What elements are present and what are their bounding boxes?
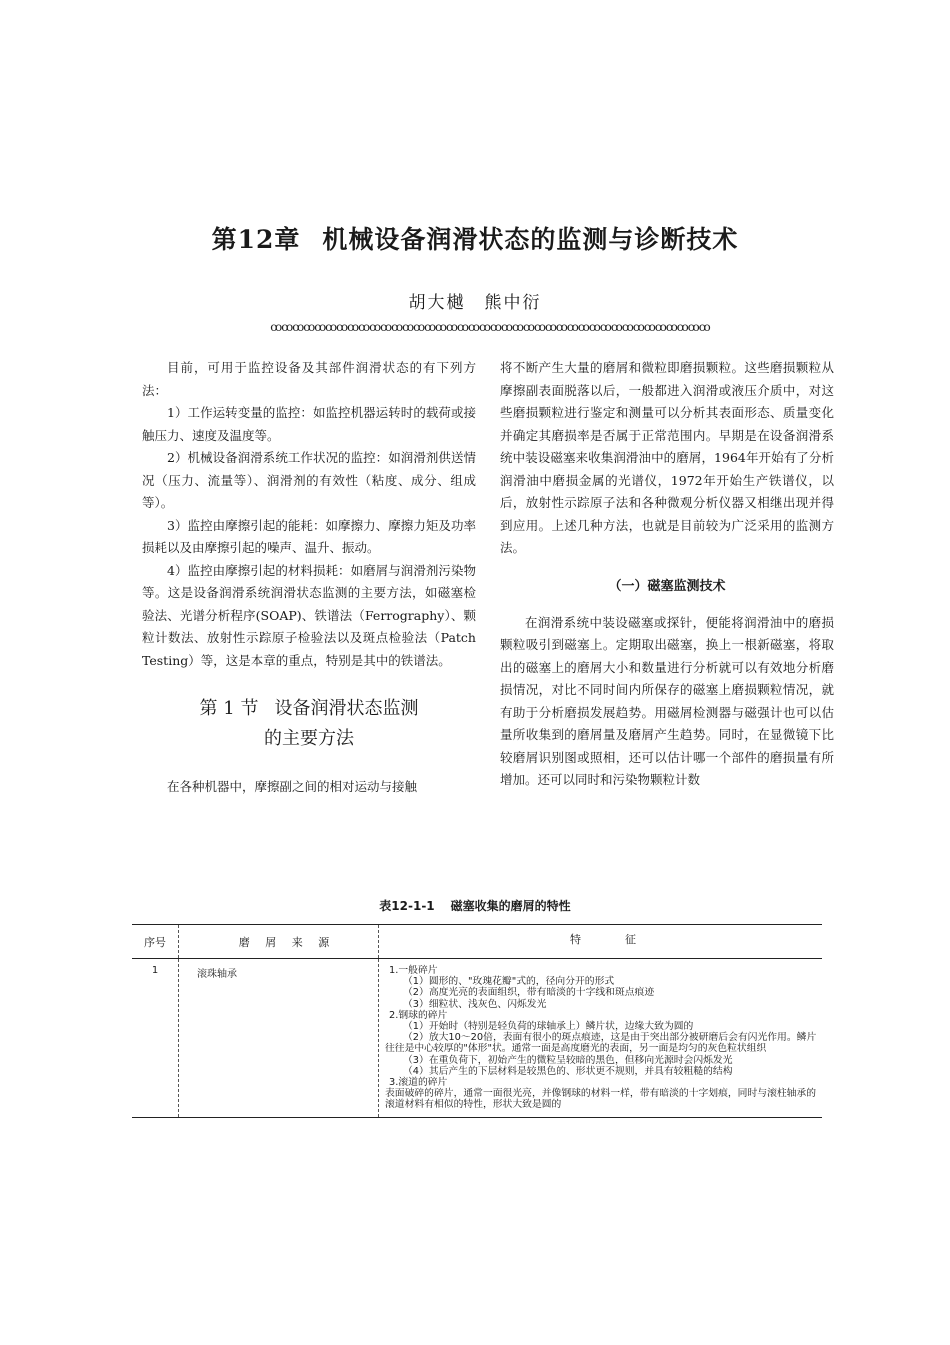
feature-item: （3）细粒状、浅灰色、闪烁发光 [403,998,547,1010]
left-column [142,357,476,799]
feature-item: 1.一般碎片 [389,965,438,976]
feature-item: （1）开始时（特别是轻负荷的球轴承上）鳞片状，边缘大致为圆的 [403,1021,694,1033]
table-row [132,959,822,1118]
row-features [379,959,823,1118]
right-column [500,357,834,792]
table-number: 表12-1-1 [379,899,435,913]
header-source: 磨 屑 来 源 [179,925,379,959]
subsection-title: （一）磁塞监测技术 [608,578,726,594]
feature-item: （1）圆形的、"玫瑰花瓣"式的，径向分开的形式 [403,976,615,988]
chapter-number: 第12章 [211,225,301,254]
section-title-line2: 的主要方法 [264,728,354,749]
feature-list [385,965,821,1111]
chapter-title-text: 机械设备润滑状态的监测与诊断技术 [322,225,739,254]
table-header-row [132,925,822,959]
feature-item: （3）在重负荷下，初始产生的微粒呈较暗的黑色，但移向光源时会闪烁发光 [403,1054,733,1066]
decorative-divider: ꝏꝏꝏꝏꝏꝏꝏꝏꝏꝏꝏꝏꝏꝏꝏꝏꝏꝏꝏꝏꝏꝏꝏꝏꝏꝏꝏꝏꝏꝏꝏꝏꝏꝏꝏꝏꝏꝏꝏꝏ [270,320,710,334]
paragraph-method-3: 3）监控由摩擦引起的能耗：如摩擦力、摩擦力矩及功率损耗以及由摩擦引起的噪声、温升、振动。 [142,517,476,555]
paragraph-magnetic-plug: 在润滑系统中装设磁塞或探针，便能将润滑油中的磨损颗粒吸引到磁塞上。定期取出磁塞，换上一根新磁塞，将取出的磁塞上的磨屑大小和数量进行分析就可以有效地分析磨损情况，对比不同时间内所保存的磁塞上磨损颗粒情况，就有助于分析磨损发展趋势。用磁屑检测器与磁强计也可以估量所收集到的磨屑量及磨屑产生趋势。同时，在显微镜下比较磨屑识别图或照相，还可以估计哪一个部件的磨损量有所增加。还可以同时和污染物颗粒计数 [500,614,834,787]
feature-item: （2）高度光亮的表面组织，带有暗淡的十字线和斑点痕迹 [403,987,655,999]
section-title [142,694,476,754]
feature-item: （4）其后产生的下层材料是较黑色的、形状更不规则，并具有较粗糙的结构 [403,1065,733,1077]
header-index: 序号 [132,925,179,959]
row-index: 1 [132,959,179,1118]
feature-item: 表面破碎的碎片，通常一面很光亮，并像钢球的材料一样，带有暗淡的十字划痕，同时与滚柱轴承的滚道材料有相似的特性，形状大致是圆的 [385,1088,817,1111]
section-number: 第 1 节 [199,698,259,719]
paragraph-method-4: 4）监控由摩擦引起的材料损耗：如磨屑与润滑剂污染物等。这是设备润滑系统润滑状态监测的主要方法，如磁塞检验法、光谱分析程序(SOAP)、铁谱法（Ferrography）、颗粒计数法、放射性示踪原子检验法以及斑点检验法（Patch Testing）等，这是本章的重点，特别是其中的铁谱法。 [142,562,476,668]
authors: 胡大樾 熊中衍 [408,293,542,313]
table-title: 磁塞收集的磨屑的特性 [450,899,571,913]
section-title-line1: 设备润滑状态监测 [274,698,419,719]
table-caption [0,897,950,914]
paragraph-method-1: 1）工作运转变量的监控：如监控机器运转时的载荷或接触压力、速度及温度等。 [142,405,476,443]
row-source: 滚珠轴承 [179,959,379,1118]
paragraph-continuation: 将不断产生大量的磨屑和微粒即磨损颗粒。这些磨损颗粒从摩擦副表面脱落以后，一般都进入润滑或液压介质中，对这些磨损颗粒进行鉴定和测量可以分析其表面形态、质量变化并确定其磨损率是否属于正常范围内。早期是在设备润滑系统中装设磁塞来收集润滑油中的磨屑，1964年开始有了分析润滑油中磨损金属的光谱仪，1972年开始生产铁谱仪，以后，放射性示踪原子法和各种微观分析仪器又相继出现并得到应用。上述几种方法，也就是目前较为广泛采用的监测方法。 [500,360,834,555]
wear-debris-table [132,924,822,1118]
paragraph-method-2: 2）机械设备润滑系统工作状况的监控：如润滑剂供送情况（压力、流量等）、润滑剂的有效性（粘度、成分、组成等）。 [142,450,476,510]
feature-item: 2.钢球的碎片 [389,1009,448,1021]
feature-item: （2）放大10～20倍，表面有很小的斑点痕迹，这是由于突出部分被研磨后会有闪光作用。鳞片往往是中心较厚的"体形"状。通常一面是高度磨光的表面，另一面是均匀的灰色粒状组织 [385,1032,817,1055]
header-features: 特 征 [379,925,823,959]
paragraph-intro: 目前，可用于监控设备及其部件润滑状态的有下列方法： [142,360,476,398]
feature-item: 3.滚道的碎片 [389,1077,448,1089]
chapter-title [0,220,950,256]
paragraph-section-start: 在各种机器中，摩擦副之间的相对运动与接触 [167,779,418,794]
